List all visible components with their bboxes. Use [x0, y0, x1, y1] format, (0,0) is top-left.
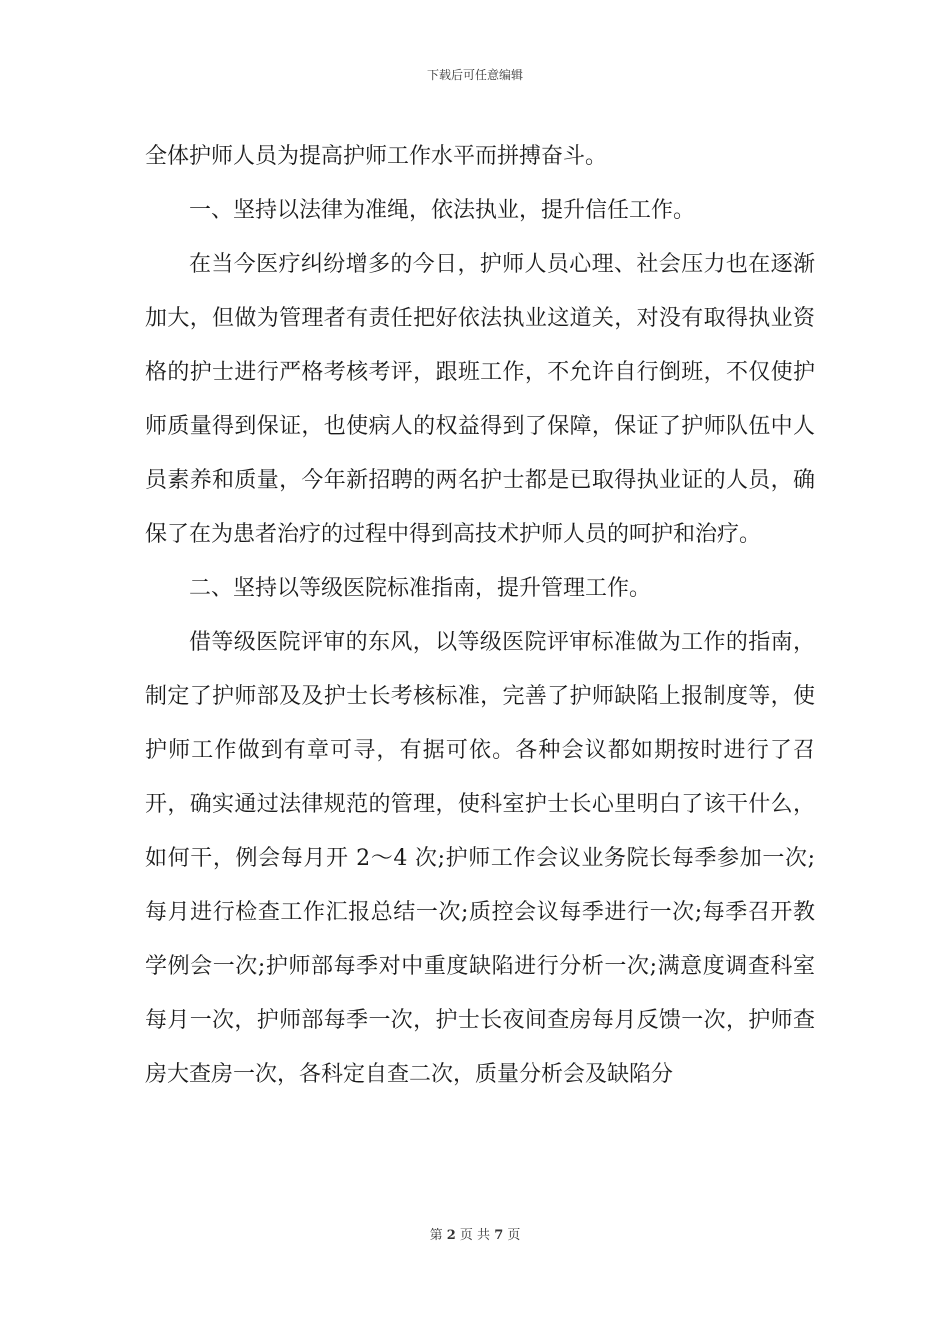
- footer-prefix: 第: [429, 1228, 443, 1243]
- document-body: [145, 130, 815, 1102]
- paragraph-management: 借等级医院评审的东风，以等级医院评审标准做为工作的指南，制定了护师部及及护士长考核标准，完善了护师缺陷上报制度等，使护师工作做到有章可寻，有据可依。各种会议都如期按时进行了召开，确实通过法律规范的管理，使科室护士长心里明白了该干什么，如何干，例会每月开 2～4 次;护师工作会议业务院长每季参加一次;每月进行检查工作汇报总结一次;质控会议每季进行一次;每季召开教学例会一次;护师部每季对中重度缺陷进行分析一次;满意度调查科室每月一次，护师部每季一次，护士长夜间查房每月反馈一次，护师查房大查房一次，各科定自查二次，质量分析会及缺陷分: [145, 630, 815, 1087]
- page-header: 下载后可任意编辑: [426, 68, 523, 82]
- total-page-count: 7: [494, 1228, 504, 1243]
- paragraph-continuation: 全体护师人员为提高护师工作水平而拼搏奋斗。: [145, 144, 608, 169]
- current-page-number: 2: [446, 1228, 456, 1243]
- paragraph-licensing: 在当今医疗纠纷增多的今日，护师人员心理、社会压力也在逐渐加大，但做为管理者有责任把好依法执业这道关，对没有取得执业资格的护士进行严格考核考评，跟班工作，不允许自行倒班，不仅使护师质量得到保证，也使病人的权益得到了保障，保证了护师队伍中人员素养和质量，今年新招聘的两名护士都是已取得执业证的人员，确保了在为患者治疗的过程中得到高技术护师人员的呵护和治疗。: [145, 252, 815, 547]
- section-heading-2: 二、坚持以等级医院标准指南，提升管理工作。: [189, 576, 652, 601]
- footer-suffix: 页: [507, 1228, 521, 1243]
- page-footer: [0, 1227, 950, 1245]
- footer-middle: 页 共: [459, 1228, 491, 1243]
- section-heading-1: 一、坚持以法律为准绳，依法执业，提升信任工作。: [189, 198, 696, 223]
